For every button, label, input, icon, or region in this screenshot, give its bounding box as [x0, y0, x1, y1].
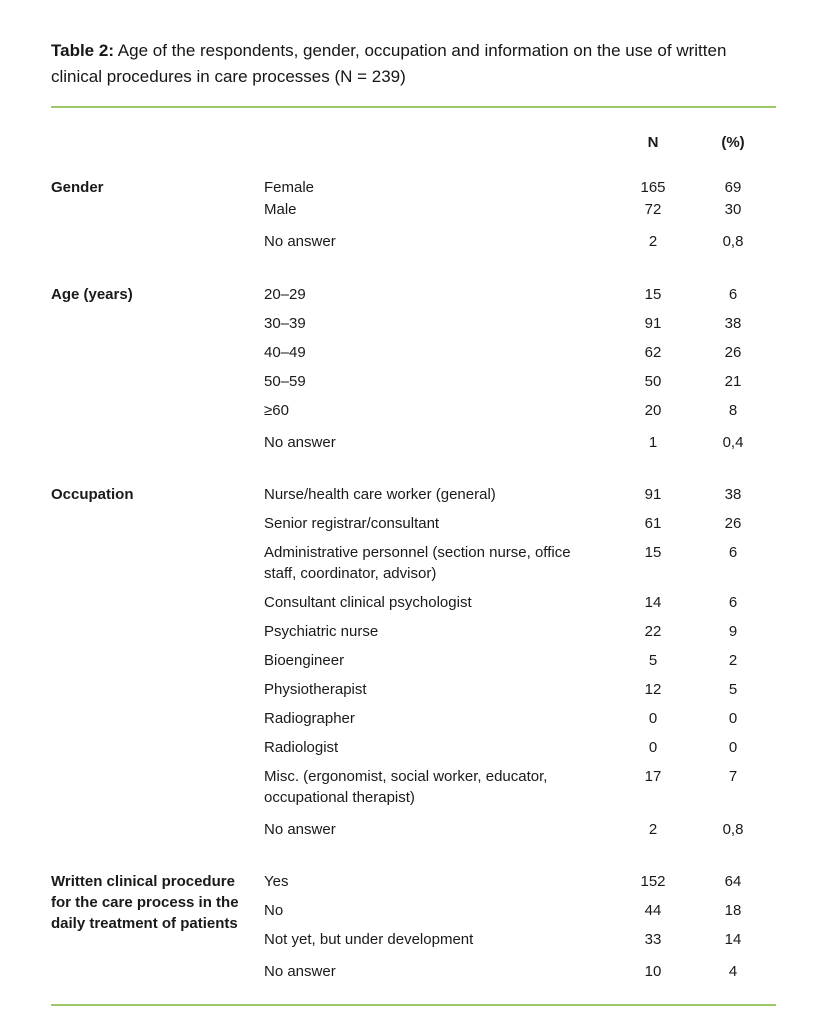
row-pct-value: 38 [724, 486, 742, 503]
row-item-label: Radiologist [264, 739, 339, 756]
table-row [264, 513, 776, 534]
category-label: Occupation [51, 486, 134, 503]
table-row [264, 737, 776, 758]
table-row [264, 871, 776, 892]
row-pct-value: 0,8 [722, 821, 744, 838]
table-row [264, 231, 776, 252]
category-label: Gender [51, 179, 104, 196]
table-caption-label: Table 2: [51, 41, 114, 60]
row-n-value: 0 [648, 710, 658, 727]
table-section [51, 177, 776, 253]
row-item-label: Radiographer [264, 710, 355, 727]
table-row [264, 679, 776, 700]
row-n-value: 91 [644, 315, 662, 332]
table-caption [51, 38, 776, 90]
column-header-pct: (%) [721, 134, 745, 151]
row-item-label: Bioengineer [264, 652, 345, 669]
table-row [264, 961, 776, 982]
row-pct-value: 21 [724, 373, 742, 390]
table-row [264, 177, 776, 198]
row-item-label: ≥60 [264, 402, 289, 419]
table-row [264, 400, 776, 421]
row-pct-value: 0 [728, 710, 738, 727]
row-item-label: 20–29 [264, 286, 306, 303]
table-section [51, 484, 776, 840]
table-row [264, 766, 776, 808]
table-body [51, 177, 776, 982]
row-item-label: Misc. (ergonomist, social worker, educator, occupational therapist) [264, 768, 548, 806]
row-n-value: 152 [640, 873, 666, 890]
row-pct-value: 18 [724, 902, 742, 919]
row-item-label: No answer [264, 963, 336, 980]
row-n-value: 50 [644, 373, 662, 390]
row-pct-value: 4 [728, 963, 738, 980]
section-rows [264, 871, 776, 982]
table-row [264, 371, 776, 392]
table-row [264, 542, 776, 584]
row-item-label: No [264, 902, 284, 919]
row-n-value: 2 [648, 821, 658, 838]
row-pct-value: 69 [724, 179, 742, 196]
row-pct-value: 14 [724, 931, 742, 948]
row-pct-value: 30 [724, 201, 742, 218]
row-n-value: 165 [640, 179, 666, 196]
row-n-value: 91 [644, 486, 662, 503]
table-row [264, 592, 776, 613]
table-row [264, 284, 776, 305]
row-item-label: No answer [264, 821, 336, 838]
row-item-label: Consultant clinical psychologist [264, 594, 472, 611]
table-section [51, 284, 776, 453]
category-label: Age (years) [51, 286, 133, 303]
row-n-value: 72 [644, 201, 662, 218]
column-header-row [51, 132, 776, 153]
row-n-value: 14 [644, 594, 662, 611]
column-header-item-spacer [264, 132, 616, 153]
row-n-value: 33 [644, 931, 662, 948]
table-row [264, 819, 776, 840]
top-rule [51, 106, 776, 108]
table-section [51, 871, 776, 982]
table-row [264, 621, 776, 642]
section-rows [264, 284, 776, 453]
row-pct-value: 6 [728, 544, 738, 561]
row-n-value: 10 [644, 963, 662, 980]
row-item-label: 40–49 [264, 344, 306, 361]
row-n-value: 62 [644, 344, 662, 361]
row-pct-value: 9 [728, 623, 738, 640]
row-pct-value: 6 [728, 286, 738, 303]
table-row [264, 708, 776, 729]
row-item-label: 50–59 [264, 373, 306, 390]
row-n-value: 5 [648, 652, 658, 669]
row-item-label: Male [264, 201, 297, 218]
table-row [264, 900, 776, 921]
table-row [264, 650, 776, 671]
bottom-rule [51, 1004, 776, 1006]
row-pct-value: 26 [724, 344, 742, 361]
table-row [264, 342, 776, 363]
table-row [264, 484, 776, 505]
row-item-label: Nurse/health care worker (general) [264, 486, 496, 503]
row-pct-value: 6 [728, 594, 738, 611]
row-n-value: 22 [644, 623, 662, 640]
row-n-value: 20 [644, 402, 662, 419]
table-row [264, 199, 776, 220]
row-pct-value: 0,4 [722, 434, 744, 451]
row-pct-value: 5 [728, 681, 738, 698]
row-item-label: Female [264, 179, 315, 196]
table-caption-text: Age of the respondents, gender, occupation and information on the use of written clinical procedures in care processes (N = 239) [51, 41, 727, 86]
column-header-n: N [647, 134, 659, 151]
row-item-label: Senior registrar/consultant [264, 515, 440, 532]
row-n-value: 0 [648, 739, 658, 756]
row-n-value: 1 [648, 434, 658, 451]
row-item-label: Psychiatric nurse [264, 623, 379, 640]
row-pct-value: 38 [724, 315, 742, 332]
category-label: Written clinical procedure for the care process in the daily treatment of patients [51, 873, 239, 932]
row-pct-value: 26 [724, 515, 742, 532]
table-row [264, 313, 776, 334]
row-pct-value: 64 [724, 873, 742, 890]
row-n-value: 15 [644, 286, 662, 303]
table-row [264, 432, 776, 453]
row-pct-value: 2 [728, 652, 738, 669]
row-n-value: 2 [648, 233, 658, 250]
row-item-label: Not yet, but under development [264, 931, 474, 948]
row-item-label: No answer [264, 434, 336, 451]
row-item-label: Yes [264, 873, 289, 890]
row-pct-value: 0 [728, 739, 738, 756]
section-rows [264, 177, 776, 253]
row-item-label: Administrative personnel (section nurse, office staff, coordinator, advisor) [264, 544, 571, 582]
row-n-value: 12 [644, 681, 662, 698]
row-item-label: 30–39 [264, 315, 306, 332]
row-pct-value: 0,8 [722, 233, 744, 250]
column-header-category-spacer [51, 132, 264, 153]
section-rows [264, 484, 776, 840]
row-n-value: 15 [644, 544, 662, 561]
row-pct-value: 7 [728, 768, 738, 785]
table-row [264, 929, 776, 950]
row-pct-value: 8 [728, 402, 738, 419]
row-item-label: No answer [264, 233, 336, 250]
row-n-value: 17 [644, 768, 662, 785]
row-n-value: 44 [644, 902, 662, 919]
row-n-value: 61 [644, 515, 662, 532]
row-item-label: Physiotherapist [264, 681, 367, 698]
